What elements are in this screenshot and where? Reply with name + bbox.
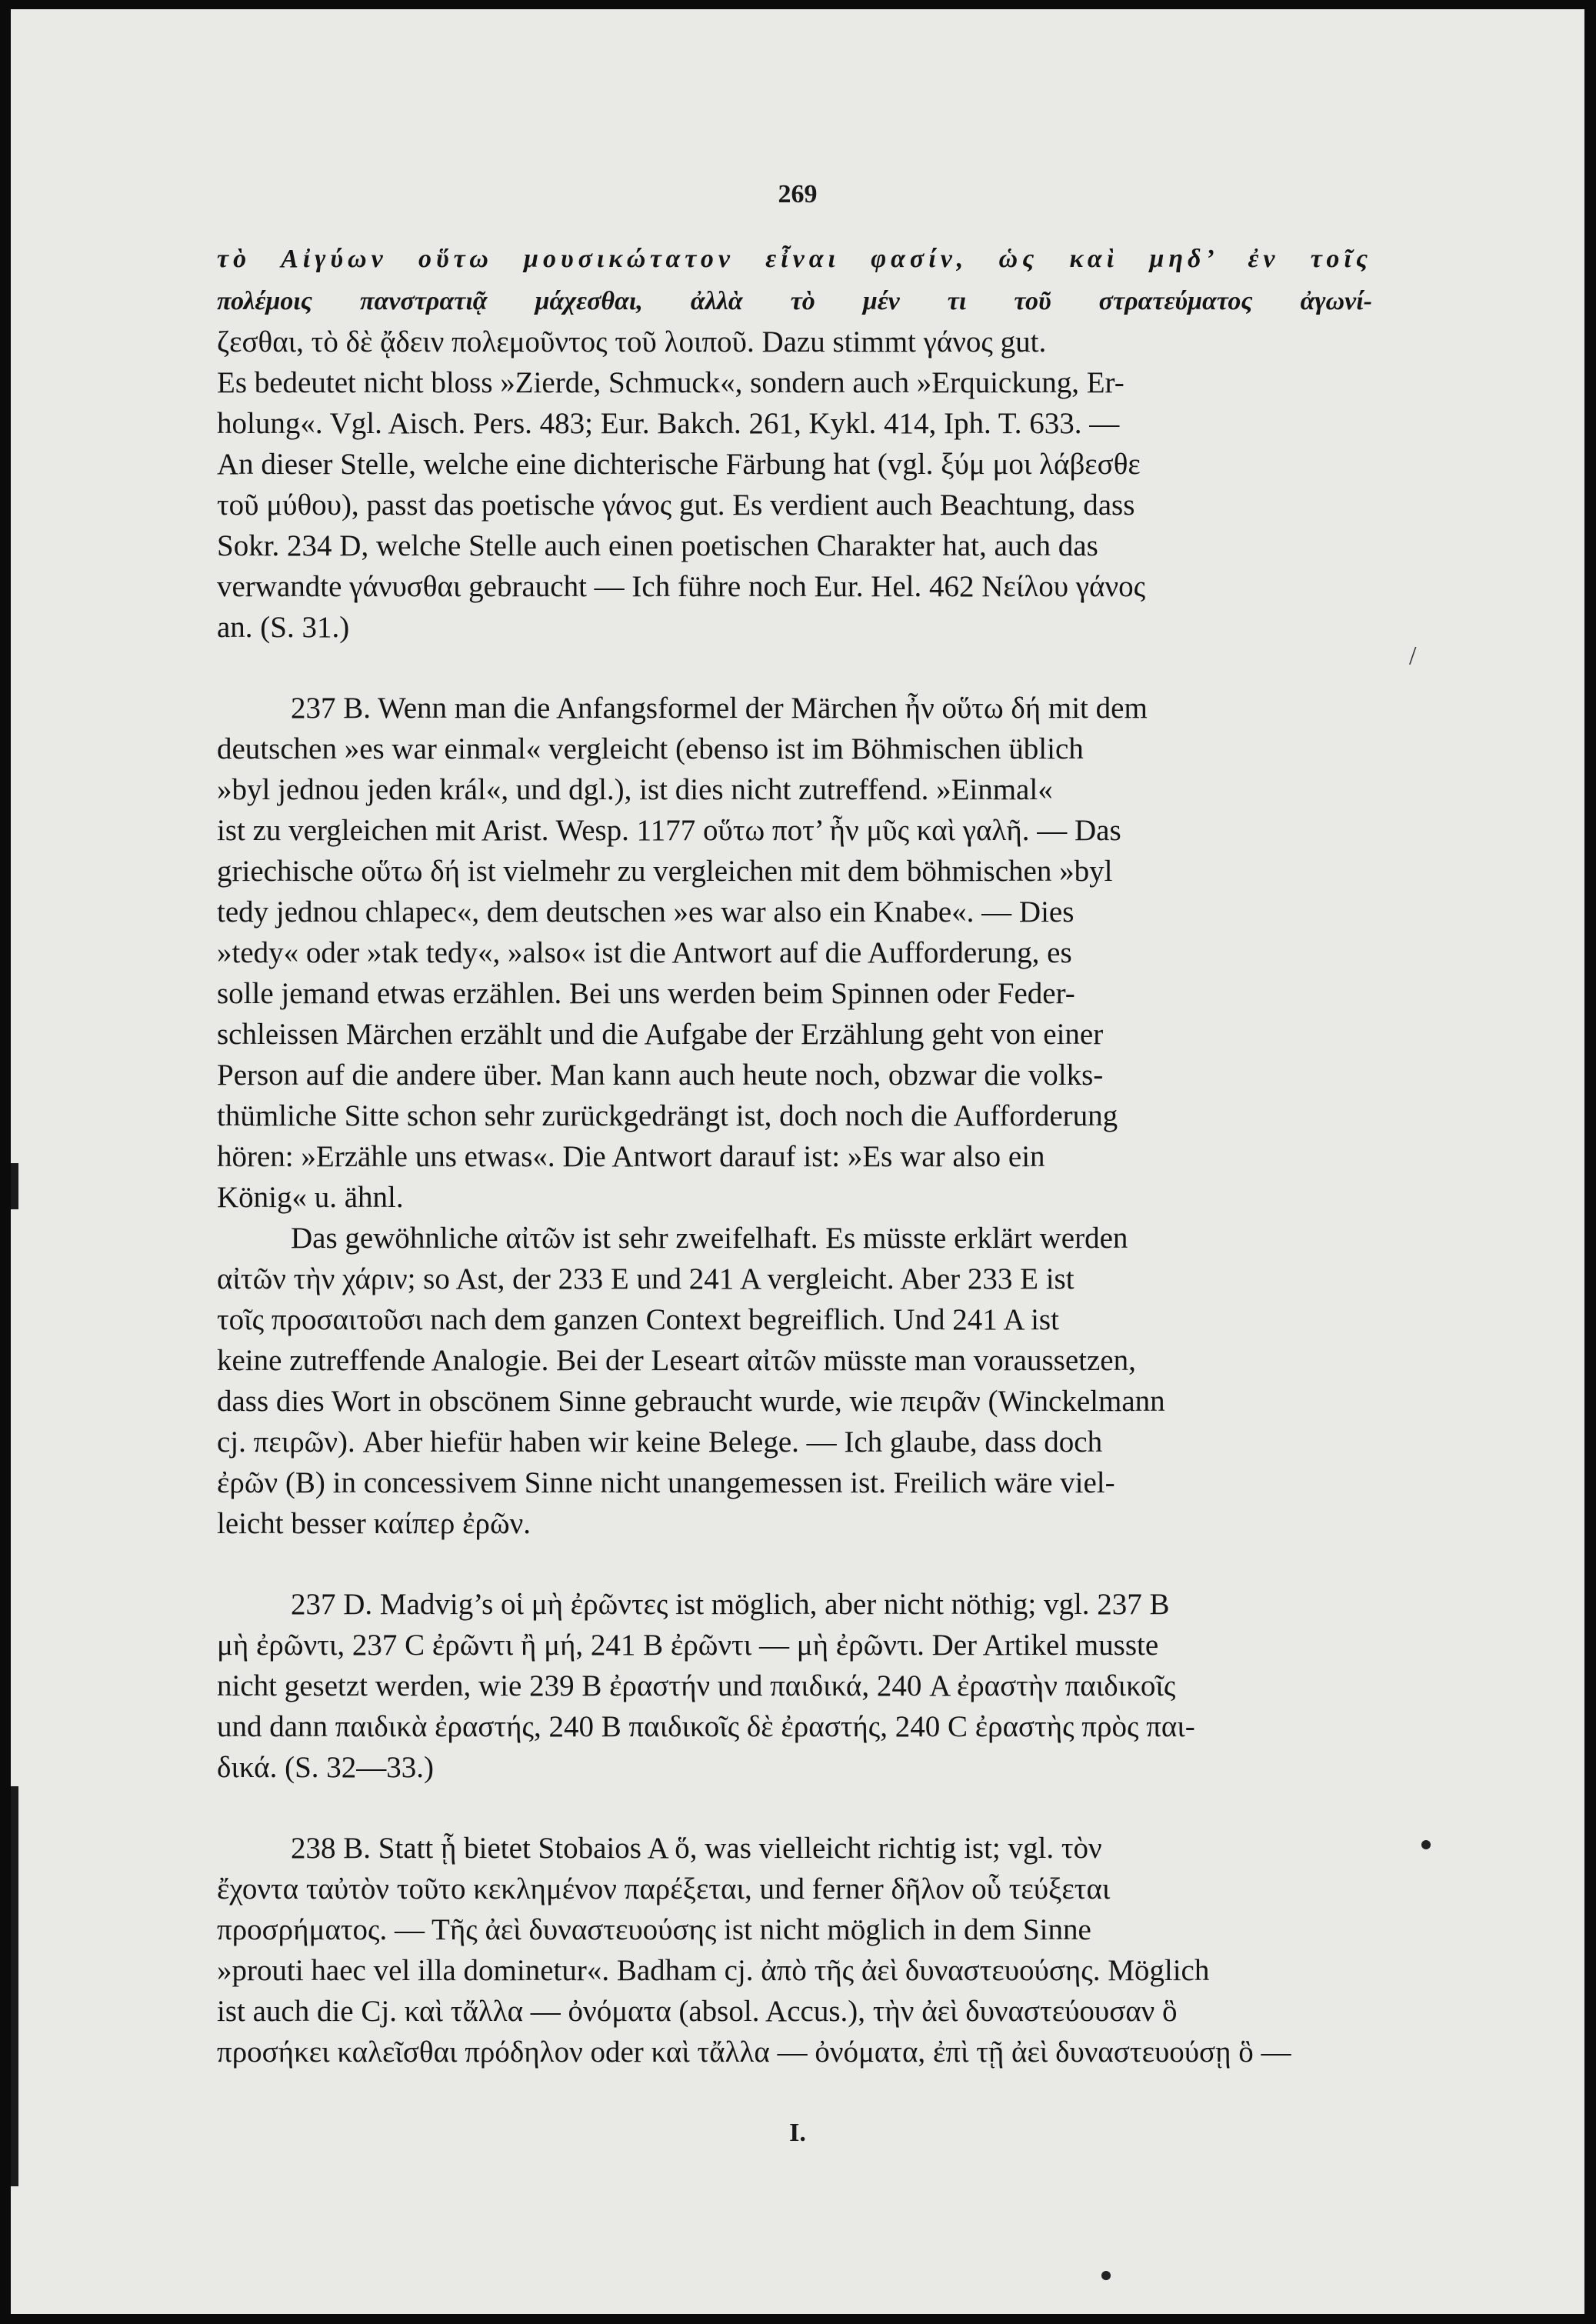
text-line: 237 B. Wenn man die Anfangsformel der Märchen ἦν οὕτω δή mit dem [291, 692, 1148, 725]
text-line: Person auf die andere über. Man kann auch heute noch, obzwar die volks- [217, 1059, 1104, 1092]
paragraph-237d [217, 1584, 1372, 1788]
text-line: solle jemand etwas erzählen. Bei uns werden beim Spinnen oder Feder- [217, 977, 1075, 1010]
text-line: προσρήματος. — Τῆς ἀεὶ δυναστευούσης ist nicht möglich in dem Sinne [217, 1913, 1091, 1946]
text-line: deutschen »es war einmal« vergleicht (ebenso ist im Böhmischen üblich [217, 732, 1084, 765]
text-line: »tedy« oder »tak tedy«, »also« ist die Antwort auf die Aufforderung, es [217, 936, 1072, 969]
scan-edge-mark [11, 1163, 18, 1209]
text-line: verwandte γάνυσθαι gebraucht — Ich führe noch Eur. Hel. 462 Νείλου γάνος [217, 570, 1146, 603]
page-number: 269 [778, 180, 818, 208]
text-line: König« u. ähnl. [217, 1181, 404, 1214]
text-line: ἔχοντα ταὐτὸν τοῦτο κεκλημένον παρέξεται, und ferner δῆλον οὗ τεύξεται [217, 1872, 1111, 1906]
text-line: leicht besser καίπερ ἐρῶν. [217, 1507, 531, 1540]
ink-spot [1421, 1840, 1431, 1849]
text-line: an. (S. 31.) [217, 611, 350, 644]
text-line: Das gewöhnliche αἰτῶν ist sehr zweifelhaft. Es müsste erklärt werden [291, 1222, 1128, 1255]
text-line: »byl jednou jeden král«, und dgl.), ist dies nicht zutreffend. »Einmal« [217, 773, 1053, 806]
scanned-page [11, 9, 1584, 2314]
text-line: τοῦ μύθου), passt das poetische γάνος gut. Es verdient auch Beachtung, dass [217, 488, 1135, 522]
ink-spot [1101, 2271, 1111, 2280]
text-line: μὴ ἐρῶντι, 237 C ἐρῶντι ἢ μή, 241 B ἐρῶντι — μὴ ἐρῶντι. Der Artikel musste [217, 1629, 1159, 1662]
text-line: »prouti haec vel illa dominetur«. Badham cj. ἀπὸ τῆς ἀεὶ δυναστευούσης. Möglich [217, 1954, 1210, 1987]
text-line: tedy jednou chlapec«, dem deutschen »es war also ein Knabe«. — Dies [217, 895, 1075, 929]
text-line: 238 B. Statt ᾗ bietet Stobaios A ὅ, was vielleicht richtig ist; vgl. τὸν [291, 1832, 1102, 1865]
text-line: προσήκει καλεῖσθαι πρόδηλον oder καὶ τἄλλα — ὀνόματα, ἐπὶ τῇ ἀεὶ δυναστευούσῃ ὃ — [217, 2036, 1291, 2069]
text-line: und dann παιδικὰ ἐραστής, 240 B παιδικοῖς δὲ ἐραστής, 240 C ἐραστὴς πρὸς παι- [217, 1710, 1195, 1743]
paragraph-1 [217, 237, 1372, 648]
signature-mark: I. [789, 2119, 806, 2147]
text-line: dass dies Wort in obscönem Sinne gebraucht wurde, wie πειρᾶν (Winckelmann [217, 1385, 1165, 1418]
text-line: An dieser Stelle, welche eine dichterische Färbung hat (vgl. ξύμ μοι λάβεσθε [217, 448, 1141, 481]
text-line: ist zu vergleichen mit Arist. Wesp. 1177 οὕτω ποτ’ ἦν μῦς καὶ γαλῆ. — Das [217, 814, 1121, 847]
text-line: hören: »Erzähle uns etwas«. Die Antwort darauf ist: »Es war also ein [217, 1140, 1045, 1173]
text-line: Es bedeutet nicht bloss »Zierde, Schmuck«, sondern auch »Erquickung, Er- [217, 366, 1125, 399]
text-line: griechische οὕτω δή ist vielmehr zu vergleichen mit dem böhmischen »byl [217, 855, 1113, 888]
text-line: 237 D. Madvig’s οἱ μὴ ἐρῶντες ist möglich, aber nicht nöthig; vgl. 237 B [291, 1588, 1170, 1621]
text-line: holung«. Vgl. Aisch. Pers. 483; Eur. Bakch. 261, Kykl. 414, Iph. T. 633. — [217, 407, 1120, 440]
text-line: ἐρῶν (B) in concessivem Sinne nicht unangemessen ist. Freilich wäre viel- [217, 1466, 1115, 1499]
text-line: τὸ Αἰγύων οὕτω μουσικώτατον εἶναι φασίν, ὡς καὶ μηδ’ ἐν τοῖς [217, 245, 1372, 273]
paragraph-238b [217, 1828, 1372, 2072]
text-line: τοῖς προσαιτοῦσι nach dem ganzen Context begreiflich. Und 241 A ist [217, 1303, 1059, 1336]
body-text [217, 237, 1372, 2072]
margin-note: / [1409, 642, 1417, 670]
text-line: Sokr. 234 D, welche Stelle auch einen poetischen Charakter hat, auch das [217, 529, 1098, 562]
text-line: ist auch die Cj. καὶ τἄλλα — ὀνόματα (absol. Accus.), τὴν ἀεὶ δυναστεύουσαν ὃ [217, 1995, 1178, 2028]
text-line: thümliche Sitte schon sehr zurückgedrängt ist, doch noch die Aufforderung [217, 1099, 1118, 1132]
text-line: αἰτῶν τὴν χάριν; so Ast, der 233 E und 241 A vergleicht. Aber 233 E ist [217, 1262, 1075, 1295]
paragraph-237b [217, 688, 1372, 1218]
paragraph-aiton [217, 1218, 1372, 1544]
text-line: keine zutreffende Analogie. Bei der Leseart αἰτῶν müsste man voraussetzen, [217, 1344, 1136, 1377]
text-line: nicht gesetzt werden, wie 239 B ἐραστήν und παιδικά, 240 A ἐραστὴν παιδικοῖς [217, 1669, 1176, 1702]
text-line: δικά. (S. 32—33.) [217, 1751, 435, 1784]
text-line: ζεσθαι, τὸ δὲ ᾄδειν πολεμοῦντος τοῦ λοιποῦ. Dazu stimmt γάνος gut. [217, 325, 1047, 358]
text-line: πολέμοις πανστρατιᾷ μάχεσθαι, ἀλλὰ τὸ μέν τι τοῦ στρατεύματος ἀγωνί- [217, 287, 1372, 315]
text-line: cj. πειρῶν). Aber hiefür haben wir keine Belege. — Ich glaube, dass doch [217, 1425, 1103, 1459]
text-line: schleissen Märchen erzählt und die Aufgabe der Erzählung geht von einer [217, 1018, 1104, 1051]
